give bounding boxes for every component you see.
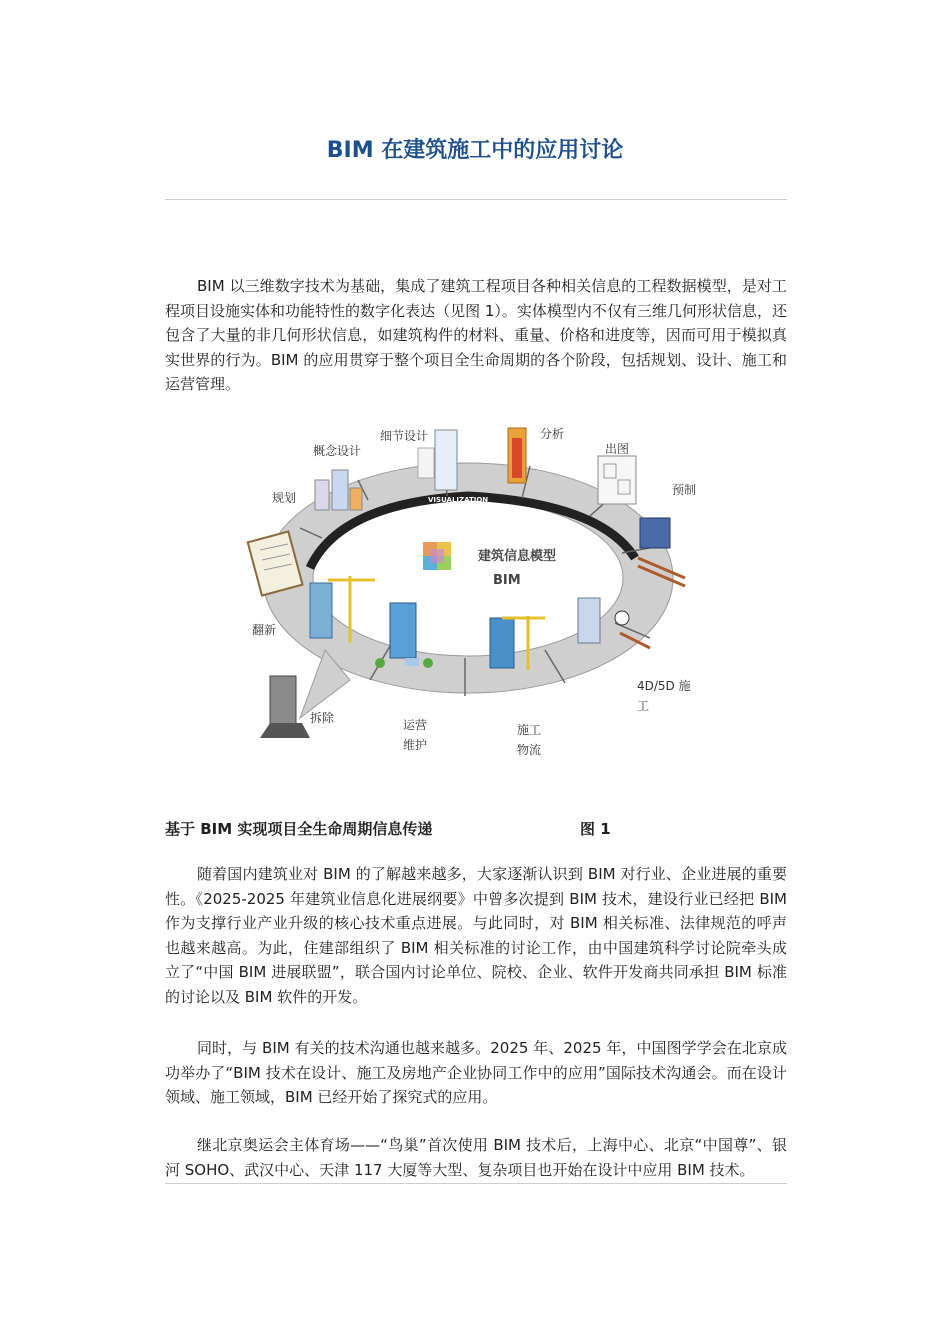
concept-design-buildings-icon [315, 470, 362, 510]
stage-label-prefab: 预制 [672, 483, 697, 497]
paragraph-exchange: 同时，与 BIM 有关的技术沟通也越来越多。2025 年、2025 年，中国图学学会在北京成功举办了“BIM 技术在设计、施工及房地产企业协同工作中的应用”国际技术沟通会。而在设计领域、施工领域，BIM 已经开始了探究式的应用。 [165, 1039, 787, 1106]
bim-lifecycle-figure [240, 418, 710, 768]
stage-label-renovation: 翻新 [252, 623, 277, 637]
ring-label: VISUALIZATION [428, 496, 489, 504]
stage-label-concept: 概念设计 [313, 444, 362, 458]
stage-label-demolition: 拆除 [310, 711, 335, 725]
stage-label-drawing: 出图 [605, 442, 630, 456]
center-label-line2: BIM [493, 573, 521, 588]
stage-label-analysis: 分析 [540, 427, 565, 441]
page-title: BIM 在建筑施工中的应用讨论 [326, 138, 624, 163]
stage-label-operation-a: 运营 [403, 718, 428, 732]
paragraph-projects: 继北京奥运会主体育场——“鸟巢”首次使用 BIM 技术后，上海中心、北京“中国尊”、银河 SOHO、武汉中心、天津 117 大厦等大型、复杂项目也开始在设计中应用 BIM 技术。 [165, 1136, 787, 1179]
page-bottom-divider [165, 1183, 787, 1184]
paragraph-intro: BIM 以三维数字技术为基础，集成了建筑工程项目各种相关信息的工程数据模型，是对工程项目设施实体和功能特性的数字化表达（见图 1）。实体模型内不仅有三维几何形状信息，还包含了大量的非几何形状信息，如建筑构件的材料、重量、价格和进度等，因而可用于模拟真实世界的行为。BIM 的应用贯穿于整个项目全生命周期的各个阶段，包括规划、设计、施工和运营管理。 [165, 277, 787, 393]
bim-lifecycle-diagram [240, 418, 710, 768]
demolition-rubble-icon [260, 676, 310, 738]
stage-label-logistics-b: 物流 [517, 743, 542, 757]
paragraph-industry: 随着国内建筑业对 BIM 的了解越来越多，大家逐渐认识到 BIM 对行业、企业进展的重要性。《2025-2025 年建筑业信息化进展纲要》中曾多次提到 BIM 技术，建设行业已经把 BIM 作为支撑行业产业升级的核心技术重点进展。与此同时，对 BIM 相关标准、法律规范的呼声也越来越高。为此，住建部组织了 BIM 相关标准的讨论工作，由中国建筑科学讨论院牵头成立了“中国 BIM 进展联盟”，联合国内讨论单位、院校、企业、软件开发商共同承担 BIM 标准的讨论以及 BIM 软件的开发。 [165, 865, 787, 1006]
stage-label-detail: 细节设计 [380, 429, 429, 443]
drawing-sheet-icon [598, 456, 636, 504]
stage-label-planning: 规划 [272, 491, 297, 505]
stage-label-logistics-a: 施工 [517, 723, 542, 737]
center-label-line1: 建筑信息模型 [478, 549, 557, 564]
stage-label-4d5d-a: 4D/5D 施 [637, 679, 691, 693]
stage-label-4d5d-b: 工 [637, 699, 650, 713]
bim-logo-icon [423, 542, 451, 570]
caption-text: 基于 BIM 实现项目全生命周期信息传递 [165, 820, 433, 838]
caption-figure-label: 图 1 [580, 820, 611, 838]
title-divider [165, 199, 787, 200]
analysis-tower-icon [508, 428, 526, 483]
stage-label-operation-b: 维护 [403, 738, 428, 752]
figure-caption [165, 818, 787, 839]
